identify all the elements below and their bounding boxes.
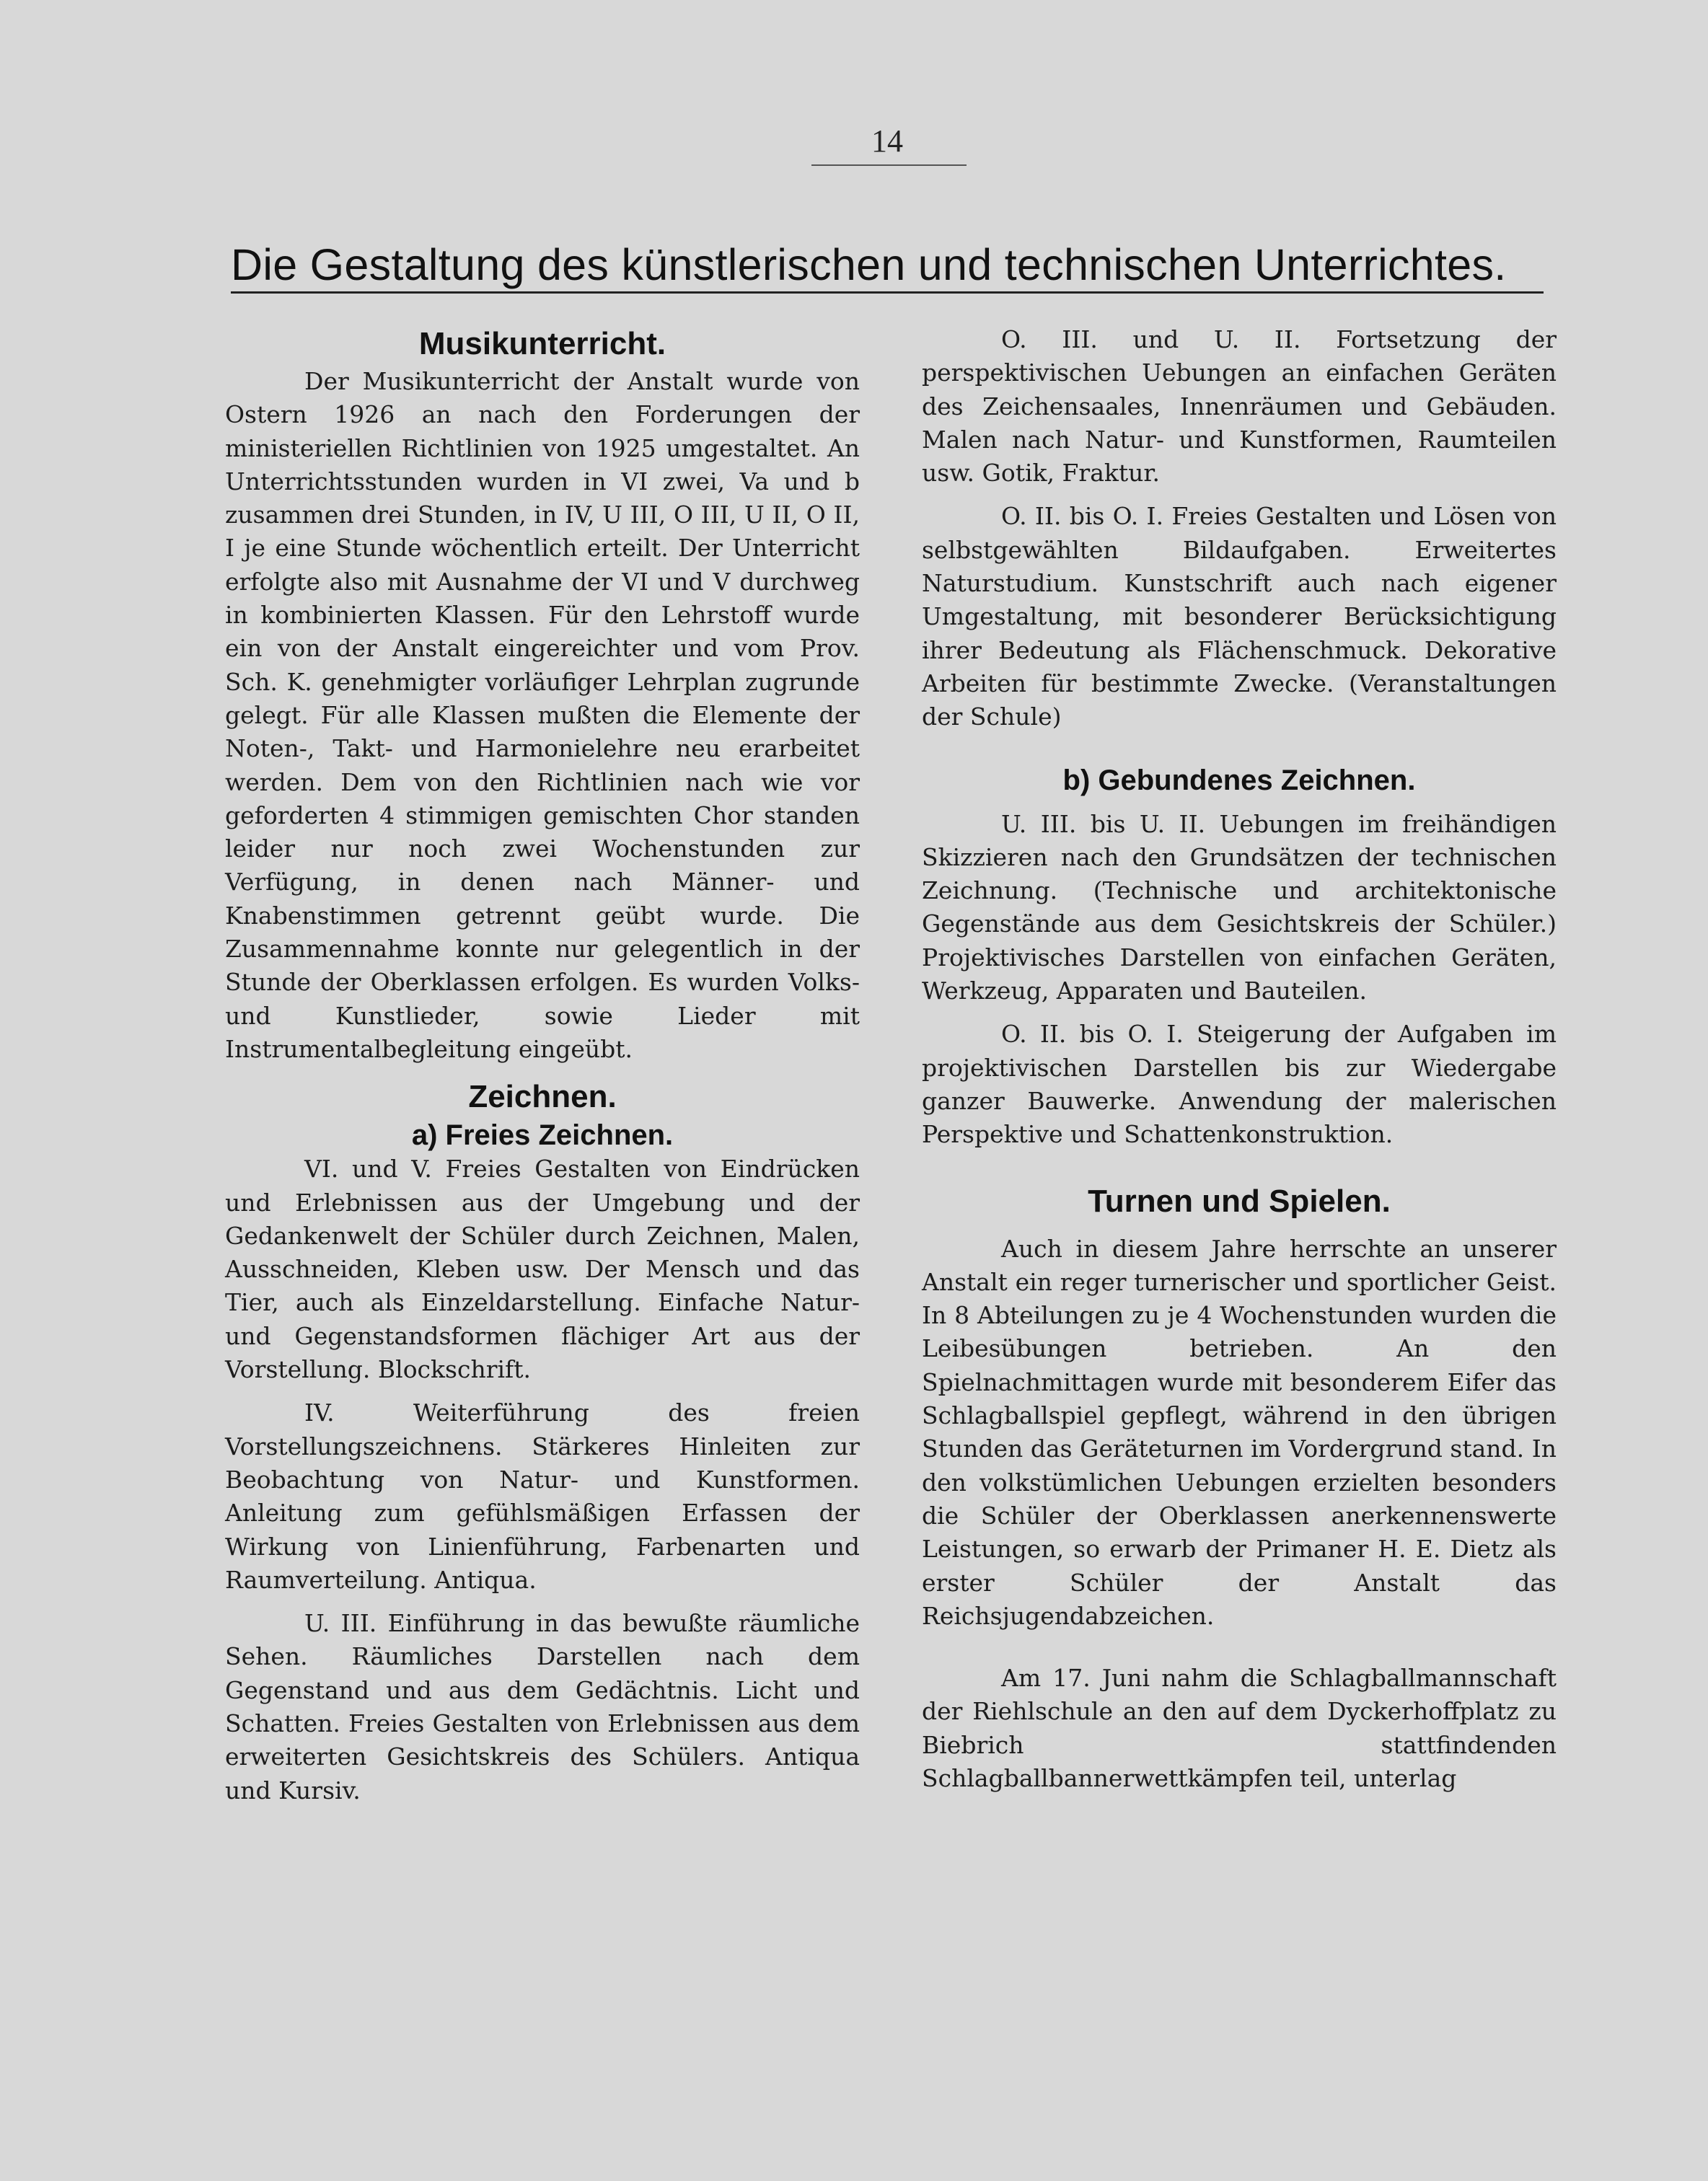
paragraph-turnen-2: Am 17. Juni nahm die Schlagballmannschaft der Riehlschule an den auf dem Dyckerhoffplatz zu Biebrich stattfindenden Schlagballbannerwettkämpfen teil, unterlag [922, 1664, 1557, 1792]
subsection-heading-freies: a) Freies Zeichnen. [411, 1119, 674, 1152]
left-column [225, 323, 860, 1807]
paragraph-freies-o-ii: O. II. bis O. I. Freies Gestalten und Lösen von selbstgewählten Bildaufgaben. Erweitertes Naturstudium. Kunstschrift auch nach eigener Umgestaltung, mit besonderer Berücksichtigung ihrer Bedeutung als Flächenschmuck. Dekorative Arbeiten für bestimmte Zwecke. (Veranstaltungen der Schule) [922, 502, 1557, 731]
paragraph-turnen-1: Auch in diesem Jahre herrschte an unserer Anstalt ein reger turnerischer und sportlicher Geist. In 8 Abteilungen zu je 4 Wochenstunden wurden die Leibesübungen betrieben. An den Spielnachmittagen wurde mit besonderem Eifer das Schlagballspiel gepflegt, während in den übrigen Stunden das Geräteturnen im Vordergrund stand. In den volkstümlichen Uebungen erzielten besonders die Schüler der Oberklassen anerkennenswerte Leistungen, so erwarb der Primaner H. E. Dietz als erster Schüler der Anstalt das Reichsjugendabzeichen. [922, 1234, 1557, 1630]
section-heading-musik: Musikunterricht. [418, 326, 666, 361]
right-column [922, 323, 1557, 1795]
section-heading-zeichnen: Zeichnen. [468, 1079, 617, 1115]
paragraph-freies-u-iii: U. III. Einführung in das bewußte räumliche Sehen. Räumliches Darstellen nach dem Gegenstand und aus dem Gedächtnis. Licht und Schatten. Freies Gestalten von Erlebnissen aus dem erweiterten Gesichtskreis des Schülers. Antiqua und Kursiv. [225, 1609, 860, 1805]
page-title: Die Gestaltung des künstlerischen und technischen Unterrichtes. [231, 239, 1544, 294]
section-heading-turnen: Turnen und Spielen. [1088, 1183, 1391, 1219]
paragraph-freies-iv: IV. Weiterführung des freien Vorstellungszeichnens. Stärkeres Hinleiten zur Beobachtung von Natur- und Kunstformen. Anleitung zum gefühlsmäßigen Erfassen der Wirkung von Linienführung, Farbenarten und Raumverteilung. Antiqua. [225, 1398, 860, 1594]
paragraph-gebundenes-u-iii: U. III. bis U. II. Uebungen im freihändigen Skizzieren nach den Grundsätzen der technischen Zeichnung. (Technische und architektonische Gegenstände aus dem Gesichtskreis der Schüler.) Projektivisches Darstellen von einfachen Geräten, Werkzeug, Apparaten und Bauteilen. [922, 809, 1557, 1005]
subsection-heading-gebundenes: b) Gebundenes Zeichnen. [1062, 764, 1416, 796]
paragraph-freies-vi-v: VI. und V. Freies Gestalten von Eindrücken und Erlebnissen aus der Umgebung und der Gedankenwelt der Schüler durch Zeichnen, Malen, Ausschneiden, Kleben usw. Der Mensch und das Tier, auch als Einzeldarstellung. Einfache Natur- und Gegenstandsformen flächiger Art aus der Vorstellung. Blockschrift. [225, 1155, 860, 1384]
paragraph-freies-o-iii: O. III. und U. II. Fortsetzung der perspektivischen Uebungen an einfachen Geräten des Zeichensaales, Innenräumen und Gebäuden. Malen nach Natur- und Kunstformen, Raumteilen usw. Gotik, Fraktur. [922, 325, 1557, 488]
paragraph-musik: Der Musikunterricht der Anstalt wurde von Ostern 1926 an nach den Forderungen der ministeriellen Richtlinien von 1925 umgestaltet. An Unterrichtsstunden wurden in VI zwei, Va und b zusammen drei Stunden, in IV, U III, O III, U II, O II, I je eine Stunde wöchentlich erteilt. Der Unterricht erfolgte also mit Ausnahme der VI und V durchweg in kombinierten Klassen. Für den Lehrstoff wurde ein von der Anstalt eingereichter und vom Prov. Sch. K. genehmigter vorläufiger Lehrplan zugrunde gelegt. Für alle Klassen mußten die Elemente der Noten-, Takt- und Harmonielehre neu erarbeitet werden. Dem von den Richtlinien nach wie vor geforderten 4 stimmigen gemischten Chor standen leider nur noch zwei Wochenstunden zur Verfügung, in denen nach Männer- und Knabenstimmen getrennt geübt wurde. Die Zusammennahme konnte nur gelegentlich in der Stunde der Oberklassen erfolgen. Es wurden Volks- und Kunstlieder, sowie Lieder mit Instrumentalbegleitung eingeübt. [225, 367, 860, 1063]
page-number: 14 [871, 123, 903, 159]
page-number-rule [811, 164, 967, 166]
paragraph-gebundenes-o-ii: O. II. bis O. I. Steigerung der Aufgaben im projektivischen Darstellen bis zur Wiedergabe ganzer Bauwerke. Anwendung der malerischen Perspektive und Schattenkonstruktion. [922, 1020, 1557, 1149]
